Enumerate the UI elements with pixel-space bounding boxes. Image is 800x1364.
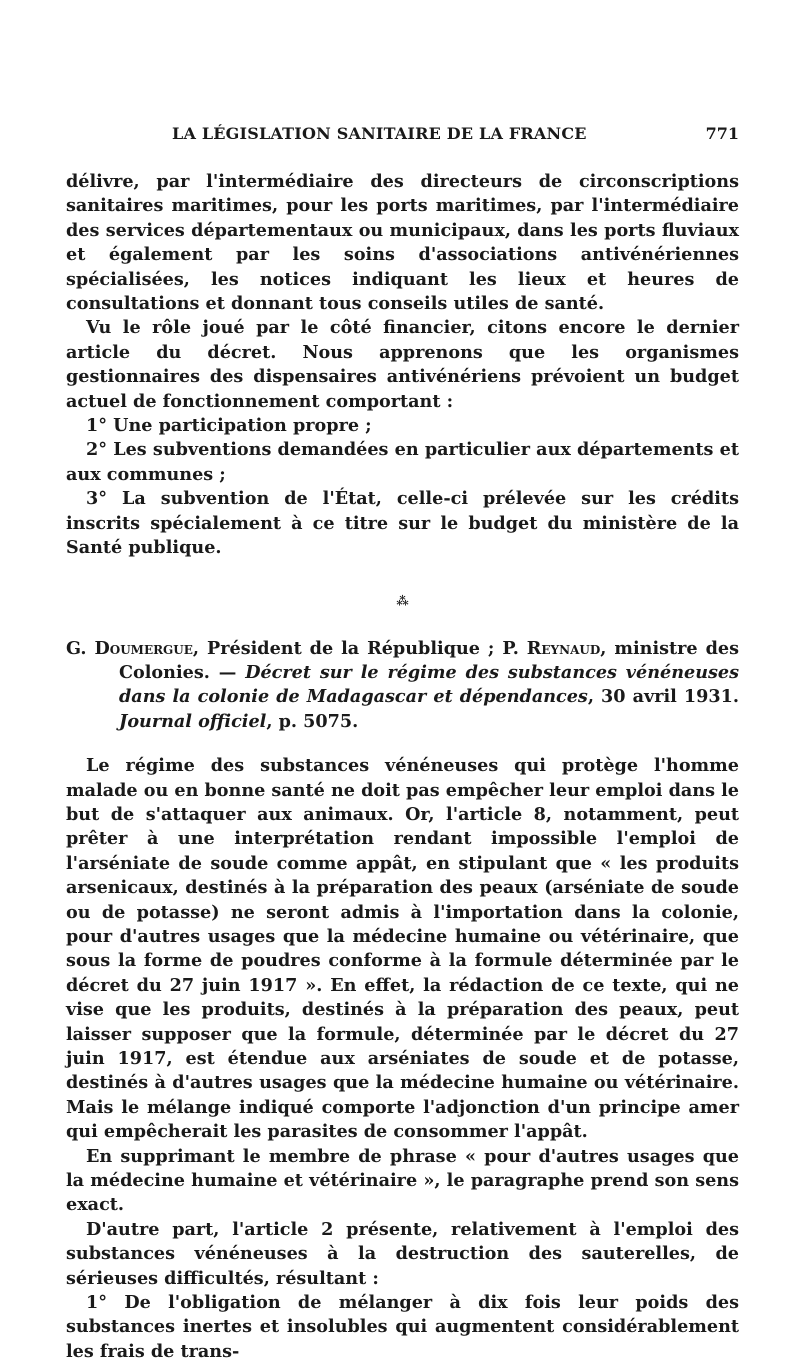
list-item: 1° Une participation propre ; (86, 415, 372, 437)
citation-date: , 30 avril 1931. (587, 686, 739, 708)
decree-citation (66, 637, 739, 735)
page-body (66, 170, 739, 1364)
paragraph: Vu le rôle joué par le côté financier, citons encore le dernier article du décret. Nous apprenons que les organismes gestionnaires des dispensaires antivénériens prévoient un budget actuel de fonctionnement comportant : (66, 317, 739, 412)
citation-role: , ministre des Colonies. — (119, 637, 739, 683)
citation-pages: , p. 5075. (266, 710, 359, 732)
paragraph: Le régime des substances vénéneuses qui protège l'homme malade ou en bonne santé ne doit pas empêcher leur emploi dans le but de s'attaquer aux animaux. Or, l'article 8, notamment, peut prêter à une interprétation rendant impossible l'emploi de l'arséniate de soude comme appât, en stipulant que « les produits arsenicaux, destinés à la préparation des peaux (arséniate de soude ou de potasse) ne seront admis à l'importation dans la colonie, pour d'autres usages que la médecine humaine ou vétérinaire, que sous la forme de poudres conforme à la formule déterminée par le décret du 27 juin 1917 ». En effet, la rédaction de ce texte, qui ne vise que les produits, destinés à la préparation des peaux, peut laisser supposer que la formule, déterminée par le décret du 27 juin 1917, est étendue aux arséniates de soude et de potasse, destinés à d'autres usages que la médecine humaine ou vétérinaire. Mais le mélange indiqué comporte l'adjonction d'un principe amer qui empêcherait les parasites de consommer l'appât. (66, 755, 739, 1143)
citation-prefix: G. (66, 637, 87, 659)
citation-author: Doumergue (94, 637, 193, 659)
page-header (66, 124, 739, 148)
list-item: 2° Les subventions demandées en particulier aux départements et aux communes ; (66, 439, 739, 485)
paragraph: En supprimant le membre de phrase « pour d'autres usages que la médecine humaine et vétérinaire », le paragraphe prend son sens exact. (66, 1145, 739, 1216)
citation-title: Décret sur le régime des substances vénéneuses dans la colonie de Madagascar et dépendances (119, 661, 739, 708)
page-number: 771 (705, 124, 739, 143)
list-item: 1° De l'obligation de mélanger à dix fois leur poids des substances inertes et insolubles qui augmentent considérablement les frais de trans- (66, 1292, 739, 1362)
list-item: 3° La subvention de l'État, celle-ci prélevée sur les crédits inscrits spécialement à ce titre sur le budget du ministère de la Santé publique. (66, 488, 739, 559)
paragraph: D'autre part, l'article 2 présente, relativement à l'emploi des substances vénéneuses à la destruction des sauterelles, de sérieuses difficultés, résultant : (66, 1218, 739, 1289)
citation-role: , Président de la République ; P. (192, 637, 519, 659)
running-title: LA LÉGISLATION SANITAIRE DE LA FRANCE (172, 124, 587, 143)
citation-author: Reynaud (526, 637, 601, 659)
citation-journal: Journal officiel (119, 710, 267, 732)
asterism-separator: ⁂ (396, 593, 409, 608)
paragraph: délivre, par l'intermédiaire des directeurs de circonscriptions sanitaires maritimes, pour les ports maritimes, par l'intermédiaire des services départementaux ou municipaux, dans les ports fluviaux et également par les soins d'associations antivénériennes spécialisées, les notices indiquant les lieux et heures de consultations et donnant tous conseils utiles de santé. (66, 171, 739, 315)
